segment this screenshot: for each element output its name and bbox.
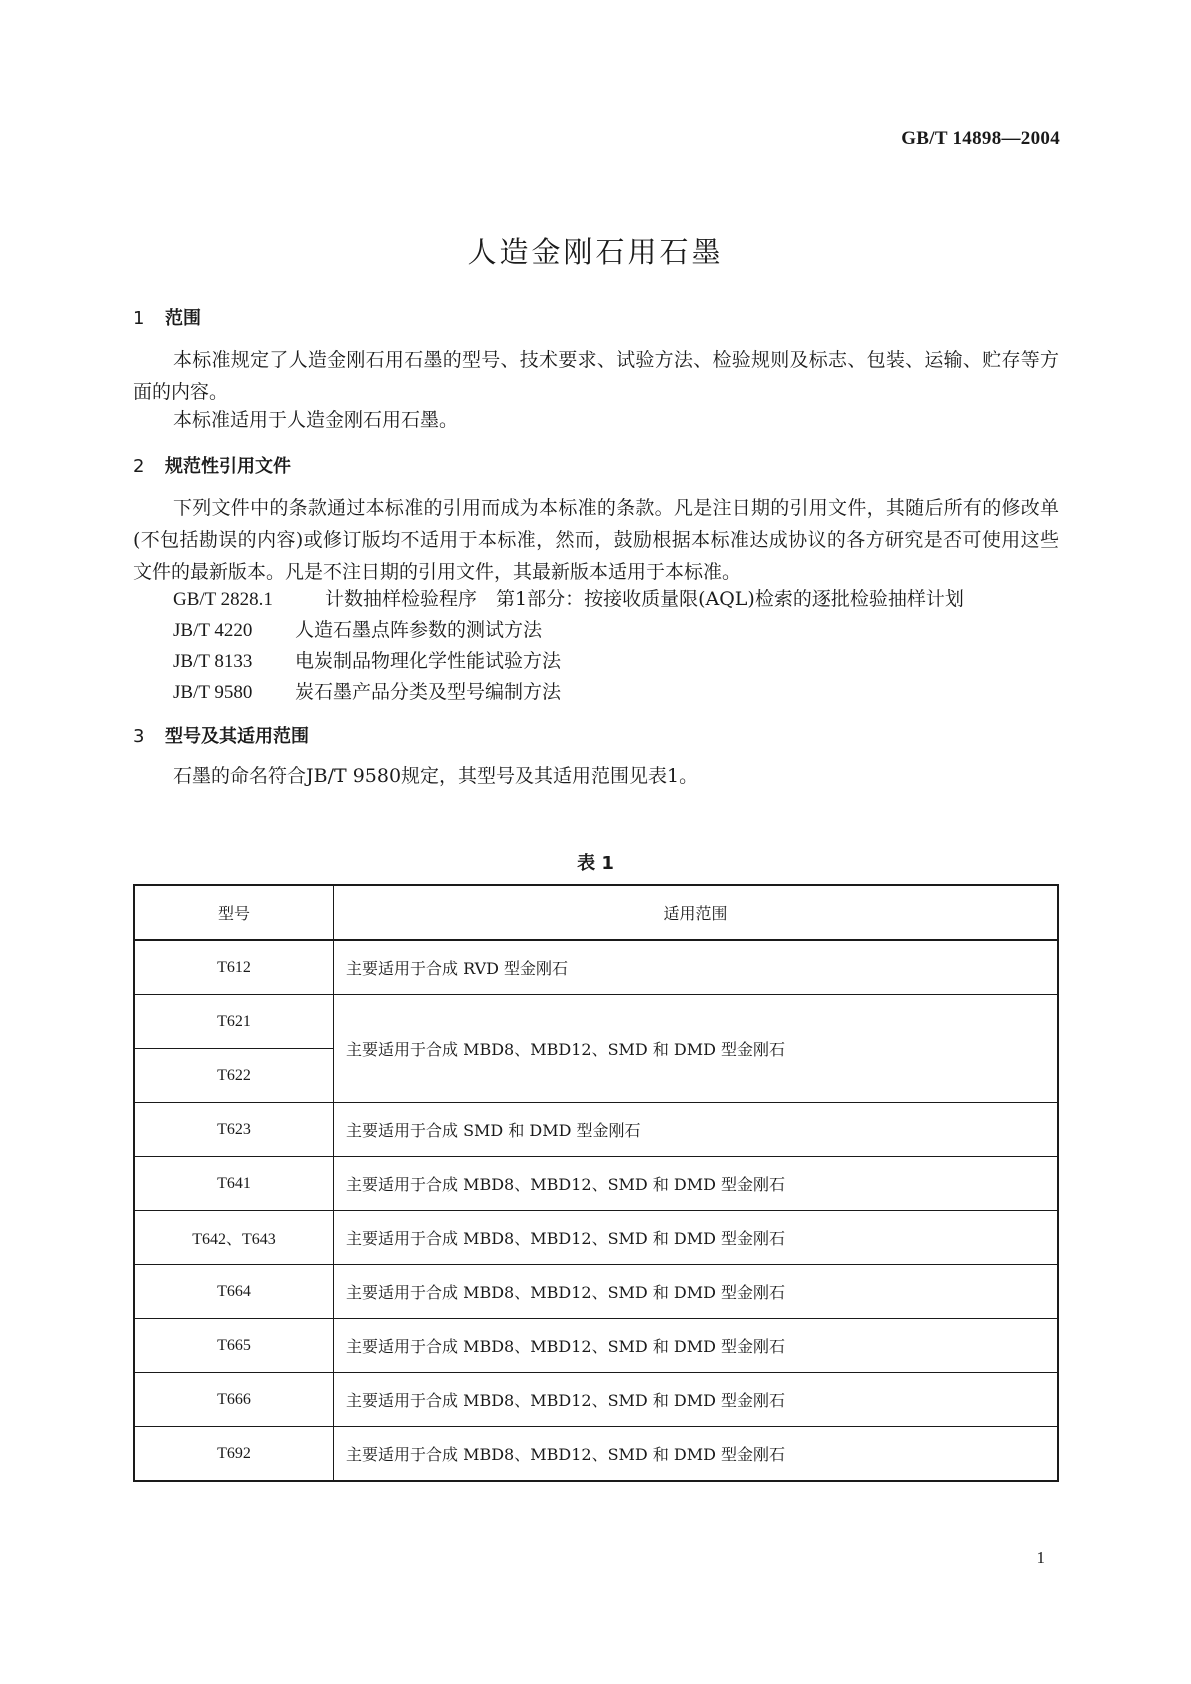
section-number: 1	[133, 308, 145, 329]
model-cell: T665	[134, 1319, 334, 1373]
standard-code: GB/T 14898—2004	[901, 128, 1060, 149]
model-cell: T641	[134, 1157, 334, 1211]
model-scope-table	[133, 884, 1059, 1482]
scope-cell: 主要适用于合成 MBD8、MBD12、SMD 和 DMD 型金刚石	[334, 1319, 1059, 1373]
section-number: 3	[133, 726, 145, 747]
section-3-heading	[133, 722, 309, 748]
table-row	[134, 995, 1058, 1049]
reference-item	[173, 677, 561, 704]
model-cell: T621	[134, 995, 334, 1049]
table-row	[134, 1319, 1058, 1373]
reference-code: JB/T 9580	[173, 682, 253, 703]
scope-cell: 主要适用于合成 MBD8、MBD12、SMD 和 DMD 型金刚石	[334, 1211, 1059, 1265]
section-2-paragraph-1: 下列文件中的条款通过本标准的引用而成为本标准的条款。凡是注日期的引用文件，其随后所有的修改单(不包括勘误的内容)或修订版均不适用于本标准，然而，鼓励根据本标准达成协议的各方研究是否可使用这些文件的最新版本。凡是不注日期的引用文件，其最新版本适用于本标准。	[133, 497, 1059, 583]
reference-item	[173, 615, 542, 642]
page-number: 1	[1036, 1548, 1045, 1567]
reference-title: 电炭制品物理化学性能试验方法	[295, 650, 562, 672]
scope-cell: 主要适用于合成 MBD8、MBD12、SMD 和 DMD 型金刚石	[334, 1373, 1059, 1427]
section-1-paragraph-1: 本标准规定了人造金刚石用石墨的型号、技术要求、试验方法、检验规则及标志、包装、运输、贮存等方面的内容。	[133, 349, 1059, 403]
model-cell: T642、T643	[134, 1211, 334, 1265]
section-2-heading	[133, 452, 291, 478]
reference-title: 计数抽样检验程序 第1部分：按接收质量限(AQL)检索的逐批检验抽样计划	[325, 588, 964, 610]
section-title: 型号及其适用范围	[165, 726, 309, 747]
section-1-paragraph-2: 本标准适用于人造金刚石用石墨。	[173, 409, 459, 431]
model-cell: T666	[134, 1373, 334, 1427]
scope-cell: 主要适用于合成 MBD8、MBD12、SMD 和 DMD 型金刚石	[334, 1265, 1059, 1319]
table-row	[134, 1211, 1058, 1265]
reference-code: JB/T 8133	[173, 651, 253, 672]
table-row	[134, 1265, 1058, 1319]
scope-cell: 主要适用于合成 MBD8、MBD12、SMD 和 DMD 型金刚石	[334, 1157, 1059, 1211]
table-caption: 表 1	[577, 853, 614, 874]
reference-code: JB/T 4220	[173, 620, 253, 641]
table-row	[134, 1373, 1058, 1427]
section-1-heading	[133, 304, 201, 330]
table-row	[134, 1157, 1058, 1211]
table-row	[134, 940, 1058, 995]
table-row	[134, 1103, 1058, 1157]
section-title: 范围	[165, 308, 201, 329]
reference-title: 人造石墨点阵参数的测试方法	[295, 619, 543, 641]
scope-cell: 主要适用于合成 SMD 和 DMD 型金刚石	[334, 1103, 1059, 1157]
reference-code: GB/T 2828.1	[173, 589, 273, 610]
reference-item	[173, 584, 964, 611]
table-row	[134, 1427, 1058, 1482]
model-cell: T692	[134, 1427, 334, 1482]
document-title: 人造金刚石用石墨	[467, 235, 724, 269]
column-header-scope: 适用范围	[334, 885, 1059, 940]
model-cell: T612	[134, 940, 334, 995]
reference-title: 炭石墨产品分类及型号编制方法	[295, 681, 562, 703]
model-cell: T622	[134, 1049, 334, 1103]
table-header-row	[134, 885, 1058, 940]
section-3-paragraph-1: 石墨的命名符合JB/T 9580规定，其型号及其适用范围见表1。	[173, 765, 699, 787]
column-header-model: 型号	[134, 885, 334, 940]
scope-cell: 主要适用于合成 RVD 型金刚石	[334, 940, 1059, 995]
model-cell: T664	[134, 1265, 334, 1319]
scope-cell: 主要适用于合成 MBD8、MBD12、SMD 和 DMD 型金刚石	[334, 995, 1059, 1103]
section-number: 2	[133, 456, 145, 477]
section-title: 规范性引用文件	[165, 456, 291, 477]
model-cell: T623	[134, 1103, 334, 1157]
scope-cell: 主要适用于合成 MBD8、MBD12、SMD 和 DMD 型金刚石	[334, 1427, 1059, 1482]
reference-item	[173, 646, 561, 673]
